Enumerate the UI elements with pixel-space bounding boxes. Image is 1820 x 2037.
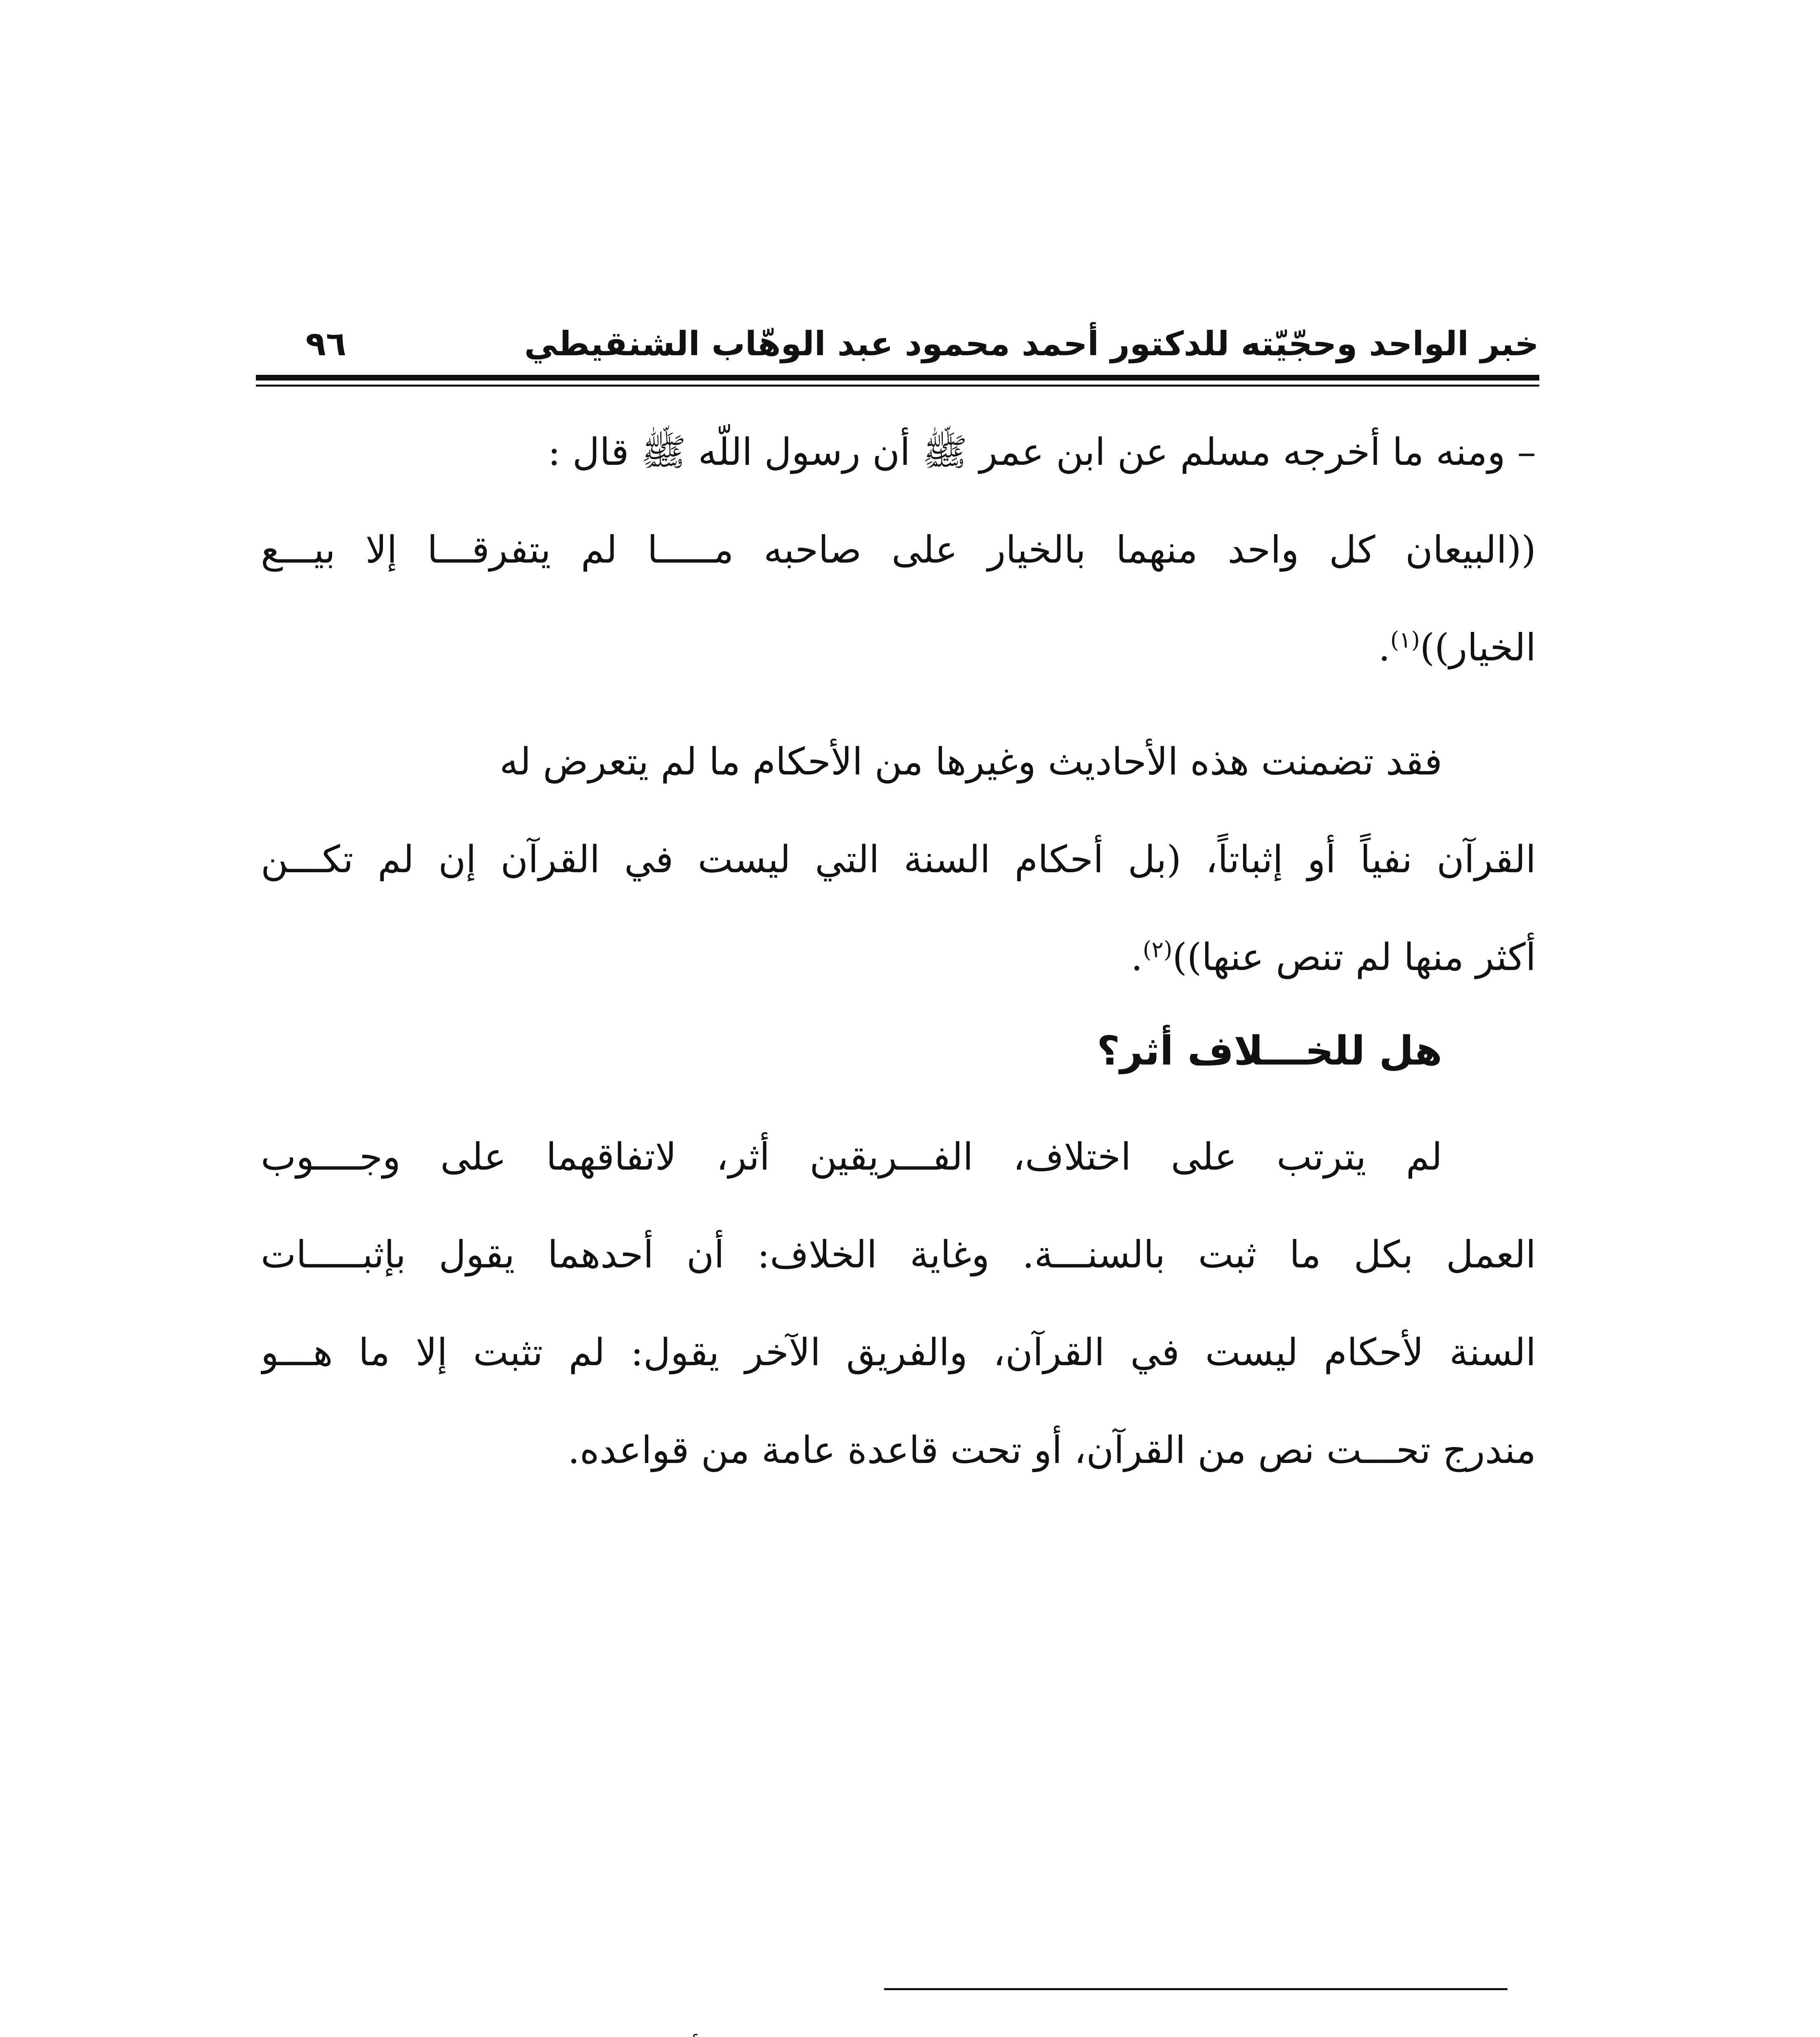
text-line: – ومنه ما أخرجه مسلم عن ابن عمر ﷺ أن رسول اللّه ﷺ قال : <box>548 430 1536 474</box>
text-line: القرآن نفياً أو إثباتاً، (بل أحكام السنة التي ليست في القرآن إن لم تكـــن <box>261 838 1536 881</box>
text-line: ((البيعان كل واحد منهما بالخيار على صاحبه مـــــا لم يتفرقـــا إلا بيـــع <box>261 528 1536 572</box>
page-number: ٩٦ <box>306 325 347 363</box>
text-line-content: الخيار)) <box>1420 626 1536 669</box>
text-line: العمل بكل ما ثبت بالسنـــة. وغاية الخلاف: أن أحدهما يقول بإثبـــــات <box>261 1233 1536 1276</box>
footnote-separator <box>884 1988 1507 1990</box>
header-rule-thick <box>256 375 1539 381</box>
section-heading: هل للخـــلاف أثر؟ <box>1096 1028 1442 1074</box>
header-book-title: خبر الواحد وحجّيّته للدكتور أحمد محمود عبد الوهّاب الشنقيطي <box>524 325 1539 363</box>
text-line-content: أكثر منها لم تنص عنها)) <box>1172 935 1536 979</box>
text-line: مندرج تحـــت نص من القرآن، أو تحت قاعدة عامة من قواعده. <box>568 1428 1536 1472</box>
footnote-line <box>261 2021 1536 2037</box>
footnote-ref-1: (١) <box>1390 627 1420 653</box>
text-line: السنة لأحكام ليست في القرآن، والفريق الآخر يقول: لم تثبت إلا ما هـــو <box>261 1331 1536 1374</box>
footnote-ref-2: (٢) <box>1142 937 1173 963</box>
header-rule-thin <box>256 385 1539 387</box>
text-line: لم يترتب على اختلاف، الفـــريقين أثر، لاتفاقهما على وجــــوب <box>261 1135 1442 1179</box>
text-line: الخيار))$^{(١)}$. <box>1378 626 1536 669</box>
text-line: أكثر منها لم تنص عنها))$^{(٢)}$. <box>1131 935 1536 979</box>
text-line: فقد تضمنت هذه الأحاديث وغيرها من الأحكام ما لم يتعرض له <box>499 740 1442 783</box>
running-header <box>261 314 1539 375</box>
